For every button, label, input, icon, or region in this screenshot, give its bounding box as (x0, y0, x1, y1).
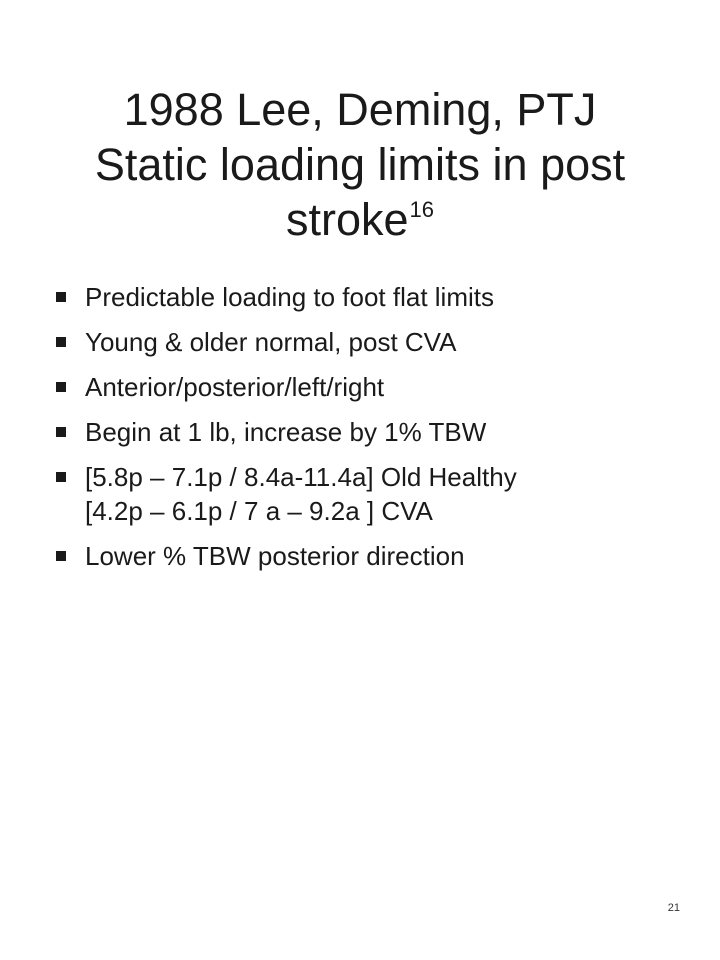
square-bullet-icon (56, 382, 66, 392)
bullet-item (50, 370, 680, 404)
square-bullet-icon (56, 292, 66, 302)
square-bullet-icon (56, 427, 66, 437)
bullet-text: Young & older normal, post CVA (85, 327, 457, 357)
page-number: 21 (667, 902, 680, 914)
square-bullet-icon (56, 337, 66, 347)
title-line-1: 1988 Lee, Deming, PTJ (123, 84, 597, 135)
bullet-text: Begin at 1 lb, increase by 1% TBW (85, 417, 487, 447)
bullet-item (50, 415, 680, 449)
bullet-text: [5.8p – 7.1p / 8.4a-11.4a] Old Healthy (85, 462, 517, 492)
bullet-text: Predictable loading to foot flat limits (85, 282, 494, 312)
bullet-item (50, 280, 680, 314)
bullet-item (50, 325, 680, 359)
title-reference-superscript: 16 (409, 197, 435, 222)
square-bullet-icon (56, 551, 66, 561)
square-bullet-icon (56, 472, 66, 482)
title-line-3-text: stroke (285, 194, 409, 245)
slide-title (40, 82, 680, 247)
bullet-text: Anterior/posterior/left/right (85, 372, 385, 402)
bullet-text-continuation: [4.2p – 6.1p / 7 a – 9.2a ] CVA (85, 496, 433, 526)
title-line-2: Static loading limits in post (94, 139, 626, 190)
bullet-list (50, 280, 680, 584)
title-line-3 (40, 192, 680, 247)
bullet-item (50, 460, 680, 528)
bullet-item (50, 539, 680, 573)
bullet-text: Lower % TBW posterior direction (85, 541, 465, 571)
